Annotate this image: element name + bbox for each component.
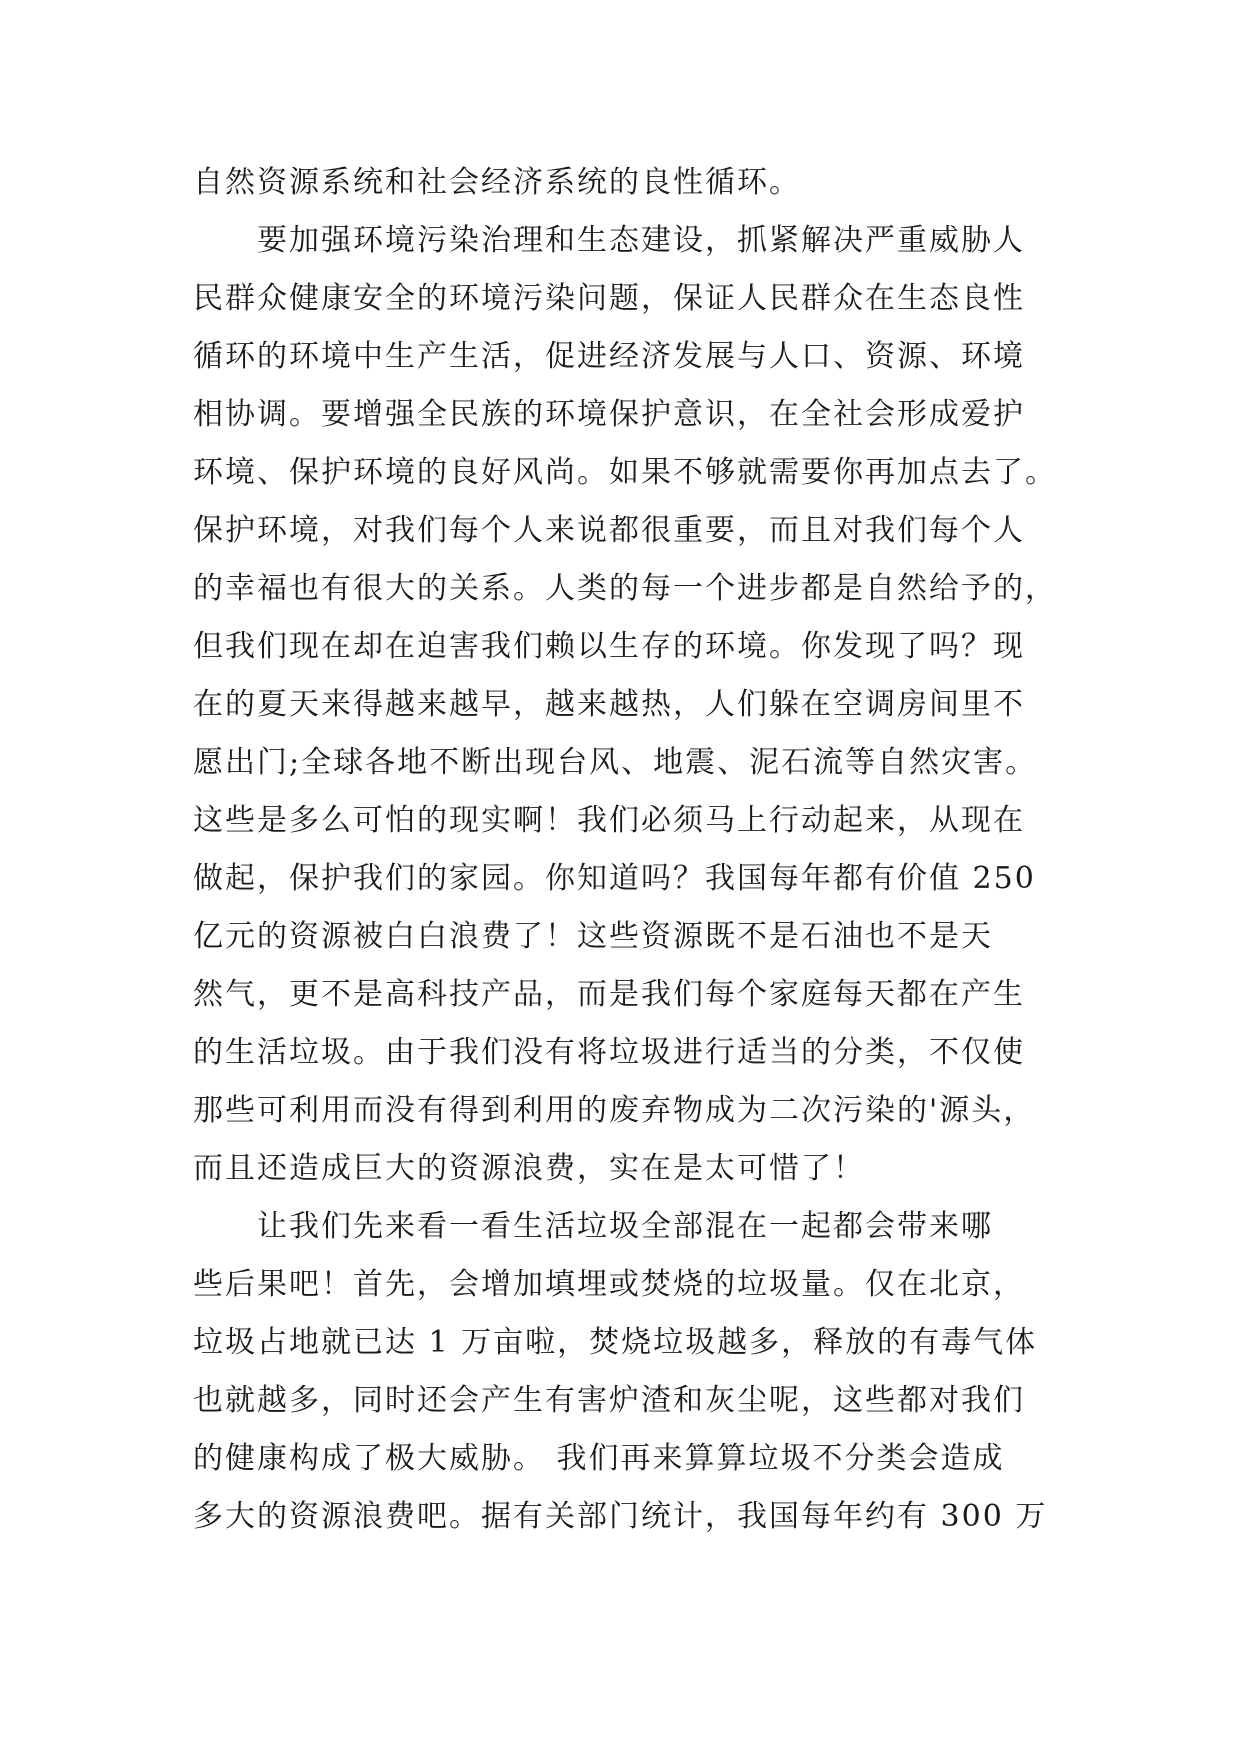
- text-line: 做起，保护我们的家园。你知道吗？我国每年都有价值 250: [193, 861, 1036, 896]
- text-line-paragraph-start: 要加强环境污染治理和生态建设，抓紧解决严重威胁人: [257, 223, 1025, 258]
- text-line: 循环的环境中生产生活，促进经济发展与人口、资源、环境: [193, 339, 1025, 374]
- text-line: 自然资源系统和社会经济系统的良性循环。: [193, 165, 801, 200]
- text-line: 的健康构成了极大威胁。 我们再来算算垃圾不分类会造成: [193, 1441, 1005, 1476]
- text-line: 多大的资源浪费吧。据有关部门统计，我国每年约有 300 万: [193, 1499, 1048, 1534]
- text-line: 那些可利用而没有得到利用的废弃物成为二次污染的'源头，: [193, 1093, 1036, 1128]
- text-line: 在的夏天来得越来越早，越来越热，人们躲在空调房间里不: [193, 687, 1025, 722]
- text-line: 但我们现在却在迫害我们赖以生存的环境。你发现了吗？现: [193, 629, 1025, 664]
- text-line: 亿元的资源被白白浪费了！这些资源既不是石油也不是天: [193, 919, 993, 954]
- text-line: 的幸福也有很大的关系。人类的每一个进步都是自然给予的，: [193, 571, 1057, 606]
- body-text: [193, 154, 1073, 1546]
- text-line: 然气，更不是高科技产品，而是我们每个家庭每天都在产生: [193, 977, 1025, 1012]
- text-line: 保护环境，对我们每个人来说都很重要，而且对我们每个人: [193, 513, 1025, 548]
- text-line: 愿出门;全球各地不断出现台风、地震、泥石流等自然灾害。: [193, 745, 1038, 780]
- text-line: 环境、保护环境的良好风尚。如果不够就需要你再加点去了。: [193, 455, 1057, 490]
- text-line: 的生活垃圾。由于我们没有将垃圾进行适当的分类，不仅使: [193, 1035, 1025, 1070]
- text-line: 也就越多，同时还会产生有害炉渣和灰尘呢，这些都对我们: [193, 1383, 1025, 1418]
- text-line: 相协调。要增强全民族的环境保护意识，在全社会形成爱护: [193, 397, 1025, 432]
- text-line: 民群众健康安全的环境污染问题，保证人民群众在生态良性: [193, 281, 1025, 316]
- text-line: 垃圾占地就已达 1 万亩啦，焚烧垃圾越多，释放的有毒气体: [193, 1325, 1038, 1360]
- text-line: 而且还造成巨大的资源浪费，实在是太可惜了！: [193, 1151, 865, 1186]
- text-line-paragraph-start: 让我们先来看一看生活垃圾全部混在一起都会带来哪: [257, 1209, 993, 1244]
- text-line: 些后果吧！首先，会增加填埋或焚烧的垃圾量。仅在北京，: [193, 1267, 1025, 1302]
- text-line: 这些是多么可怕的现实啊！我们必须马上行动起来，从现在: [193, 803, 1025, 838]
